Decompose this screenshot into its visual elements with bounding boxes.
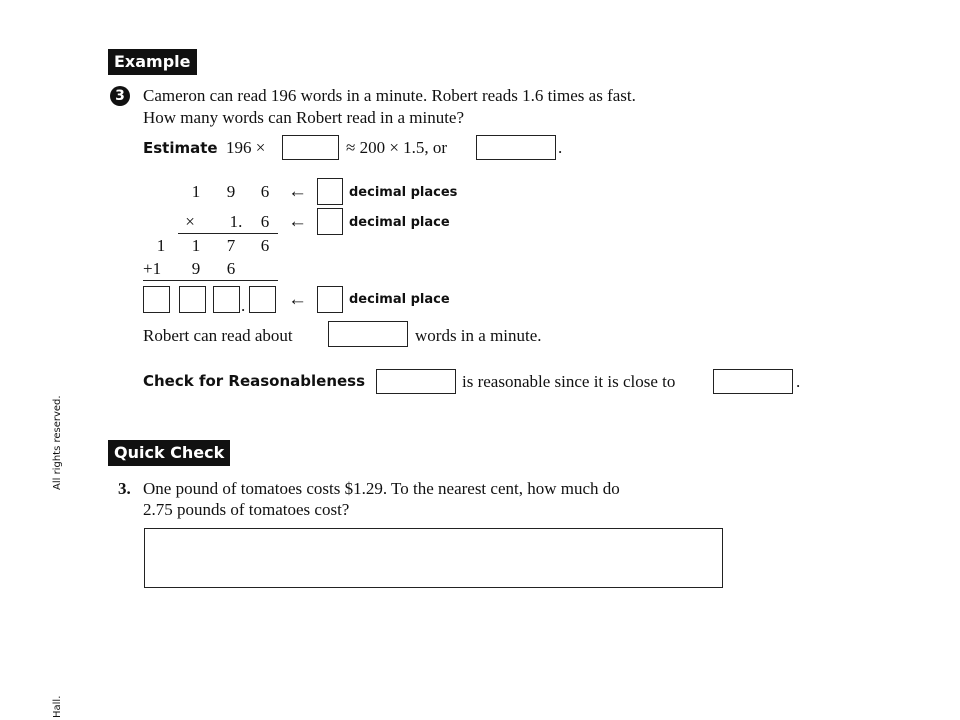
multiplication-rule-1 (178, 233, 278, 234)
partial1-digit-4: 6 (260, 236, 270, 255)
result-decimal-label: decimal place (349, 292, 450, 307)
result-digit-blank-1[interactable] (143, 286, 170, 313)
estimate-factor-blank[interactable] (282, 135, 339, 160)
answer-part2: words in a minute. (415, 326, 542, 345)
estimate-part1: 196 × (226, 138, 266, 157)
row2-digit-2: 6 (260, 212, 270, 231)
margin-rights-text: All rights reserved. (52, 395, 63, 490)
times-sign: × (185, 212, 195, 231)
check-part1: is reasonable since it is close to (462, 372, 676, 391)
row2-digit-1: 1. (229, 212, 243, 231)
quick-check-answer-box[interactable] (144, 528, 723, 588)
answer-blank[interactable] (328, 321, 408, 347)
example-number-badge: 3 (110, 86, 130, 106)
example-problem-line1: Cameron can read 196 words in a minute. Robert reads 1.6 times as fast. (143, 86, 636, 105)
check-answer-blank[interactable] (376, 369, 456, 394)
example-problem-line2: How many words can Robert read in a minute? (143, 108, 465, 127)
row2-decimal-label: decimal place (349, 215, 450, 230)
check-end: . (796, 372, 801, 391)
quick-check-number: 3. (118, 479, 131, 498)
result-digit-blank-3[interactable] (213, 286, 240, 313)
left-arrow-icon: ← (288, 181, 307, 202)
multiplication-rule-2 (143, 280, 278, 281)
estimate-part2: ≈ 200 × 1.5, or (346, 138, 448, 157)
partial1-digit-1: 1 (156, 236, 166, 255)
row1-digit-2: 9 (226, 182, 236, 201)
quick-check-problem-line2: 2.75 pounds of tomatoes cost? (143, 500, 350, 519)
quick-check-banner: Quick Check (108, 440, 230, 466)
left-arrow-icon: ← (288, 211, 307, 232)
partial2-digit-1: 9 (191, 259, 201, 278)
result-decimal-count-blank[interactable] (317, 286, 343, 313)
partial1-digit-2: 1 (191, 236, 201, 255)
example-banner: Example (108, 49, 197, 75)
check-label: Check for Reasonableness (143, 372, 366, 390)
partial2-plus-one: +1 (143, 259, 162, 278)
quick-check-problem-line1: One pound of tomatoes costs $1.29. To the nearest cent, how much do (143, 479, 620, 498)
row1-decimal-count-blank[interactable] (317, 178, 343, 205)
row1-digit-1: 1 (191, 182, 201, 201)
margin-publisher-text: Hall. (52, 695, 63, 718)
estimate-result-blank[interactable] (476, 135, 556, 160)
estimate-label: Estimate (143, 139, 218, 157)
row2-decimal-count-blank[interactable] (317, 208, 343, 235)
partial2-digit-2: 6 (226, 259, 236, 278)
check-estimate-blank[interactable] (713, 369, 793, 394)
row1-decimal-label: decimal places (349, 185, 458, 200)
partial1-digit-3: 7 (226, 236, 236, 255)
estimate-end: . (558, 138, 563, 157)
row1-digit-3: 6 (260, 182, 270, 201)
result-digit-blank-4[interactable] (249, 286, 276, 313)
left-arrow-icon: ← (288, 289, 307, 310)
result-decimal-point: . (241, 296, 246, 315)
answer-part1: Robert can read about (143, 326, 293, 345)
result-digit-blank-2[interactable] (179, 286, 206, 313)
